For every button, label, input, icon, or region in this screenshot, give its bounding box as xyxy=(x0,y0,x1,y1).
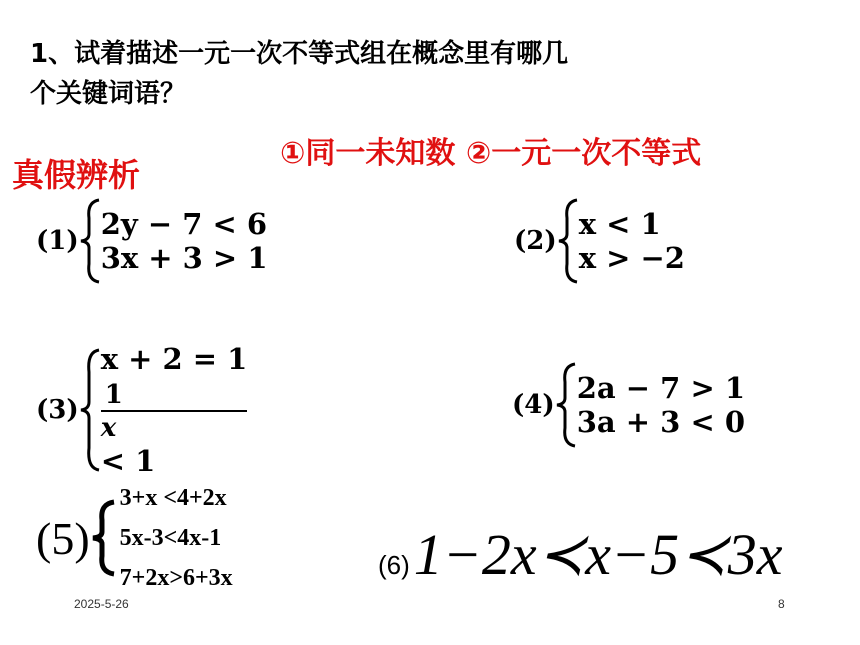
section-title: 真假辨析 xyxy=(12,156,141,194)
system-3 xyxy=(36,342,247,478)
system-4-label: (4) xyxy=(512,390,555,420)
fraction-numerator: 1 xyxy=(101,380,248,412)
system-2-row-2: x > −2 xyxy=(578,241,685,275)
system-6-label: (6) xyxy=(378,550,410,580)
system-1-label: (1) xyxy=(36,226,79,256)
system-2 xyxy=(514,198,685,284)
answer-hint: ①同一未知数 ②一元一次不等式 xyxy=(280,136,702,171)
system-3-label: (3) xyxy=(36,395,79,425)
question-text xyxy=(30,34,568,114)
fraction xyxy=(101,380,248,444)
system-2-label: (2) xyxy=(514,226,557,256)
question-line-2: 个关键词语？ xyxy=(30,79,187,109)
system-4-row-2: 3a + 3 < 0 xyxy=(576,405,746,439)
left-brace-icon xyxy=(555,362,577,448)
fraction-denominator: x xyxy=(100,413,117,443)
left-brace-icon xyxy=(79,348,101,472)
system-5 xyxy=(36,478,233,598)
system-4 xyxy=(512,362,745,448)
left-brace-icon xyxy=(557,198,579,284)
system-1 xyxy=(36,198,268,284)
system-5-row-2: 5x-3<4x-1 xyxy=(119,525,222,551)
system-5-label: (5) xyxy=(36,512,90,564)
system-1-row-2: 3x + 3 > 1 xyxy=(100,241,268,275)
footer-date: 2025-5-26 xyxy=(74,597,129,611)
system-6-expression: 1−2x≺x−5≺3x xyxy=(413,522,783,587)
system-3-row-2-tail: < 1 xyxy=(100,444,156,478)
page-number: 8 xyxy=(778,597,785,611)
left-brace-icon xyxy=(90,498,116,578)
system-5-row-3: 7+2x>6+3x xyxy=(119,565,233,591)
system-6 xyxy=(378,520,782,588)
system-5-row-1: 3+x <4+2x xyxy=(119,485,227,511)
system-2-row-1: x < 1 xyxy=(578,207,661,241)
system-1-row-1: 2y − 7 < 6 xyxy=(100,207,268,241)
question-line-1: 1、试着描述一元一次不等式组在概念里有哪几 xyxy=(30,39,569,69)
left-brace-icon xyxy=(79,198,101,284)
system-3-row-1: x + 2 = 1 xyxy=(100,342,248,376)
system-4-row-1: 2a − 7 > 1 xyxy=(576,371,746,405)
